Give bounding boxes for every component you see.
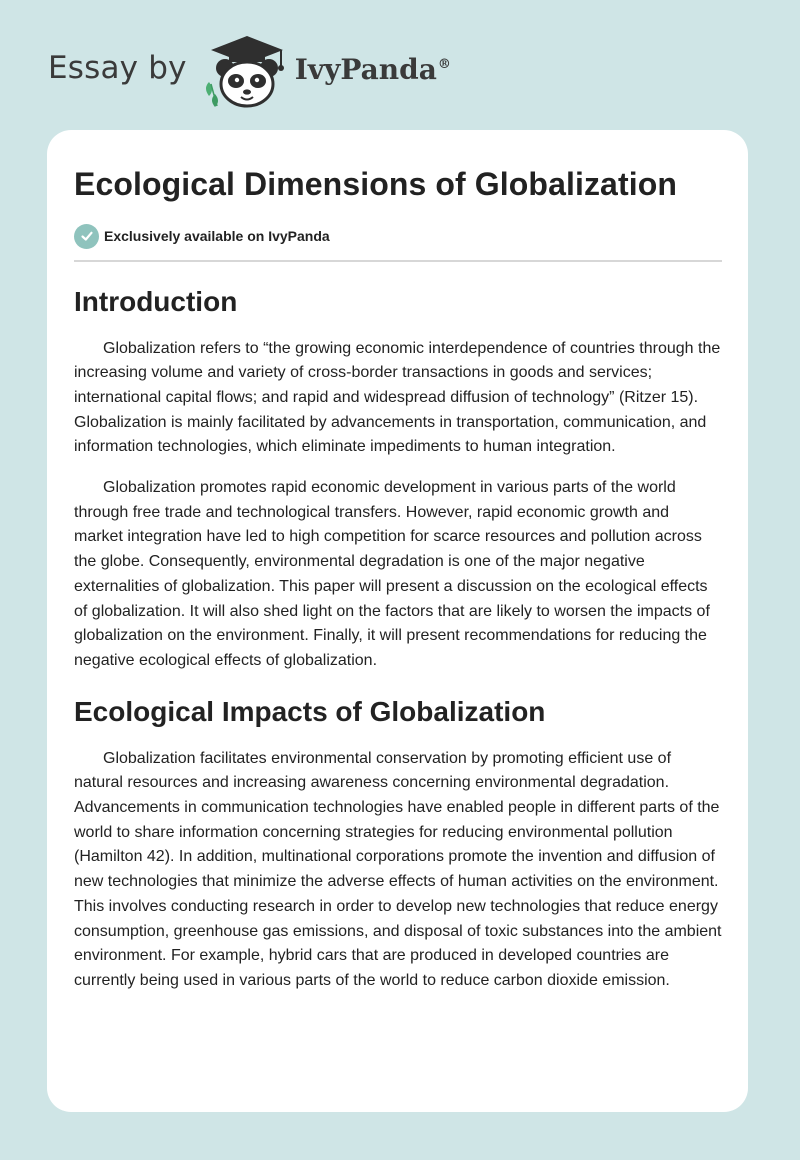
badge-text: Exclusively available on IvyPanda <box>104 228 330 244</box>
brand-name: IvyPanda® <box>294 52 451 86</box>
divider <box>74 260 722 262</box>
registered-mark: ® <box>437 57 451 73</box>
paragraph: Globalization facilitates environmental conservation by promoting efficient use of natural resources and increasing awareness concerning environmental degradation. Advancements in communication technologies have enabled people in different parts of the world to share information concerning strategies for reducing environmental pollution (Hamilton 42). In addition, multinational corporations promote the invention and diffusion of new technologies that minimize the adverse effects of human activities on the environment. This involves conducting research in order to develop new technologies that reduce energy consumption, greenhouse gas emissions, and disposal of toxic substances into the ambient environment. For example, hybrid cars that are produced in developed countries are currently being used in various parts of the world to reduce carbon dioxide emission. <box>74 749 722 989</box>
essay-card <box>47 130 748 1112</box>
paragraph: Globalization refers to “the growing economic interdependence of countries through the increasing volume and variety of cross-border transactions in goods and services; international capital flows; and rapid and widespread diffusion of technology” (Ritzer 15). Globalization is mainly facilitated by advancements in transportation, communication, and information technologies, which eliminate impediments to human integration. <box>74 339 721 456</box>
page-title: Ecological Dimensions of Globalization <box>74 166 677 202</box>
exclusive-badge <box>74 222 722 250</box>
brand-header[interactable] <box>48 34 451 108</box>
paragraph: Globalization promotes rapid economic development in various parts of the world through free trade and technological transfers. However, rapid economic growth and market integration have led to high competition for scarce resources and pollution across the globe. Consequently, environmental degradation is one of the major negative externalities of globalization. This paper will present a discussion on the ecological effects of globalization. It will also shed light on the factors that are likely to worsen the impacts of globalization on the environment. Finally, it will present recommendations for reducing the negative ecological effects of globalization. <box>74 479 710 669</box>
section-heading-ecological-impacts: Ecological Impacts of Globalization <box>74 695 546 727</box>
section-heading-introduction: Introduction <box>74 285 238 317</box>
check-circle-icon <box>74 224 99 249</box>
brand-prefix: Essay by <box>48 50 187 86</box>
ivypanda-logo-icon <box>201 34 293 108</box>
